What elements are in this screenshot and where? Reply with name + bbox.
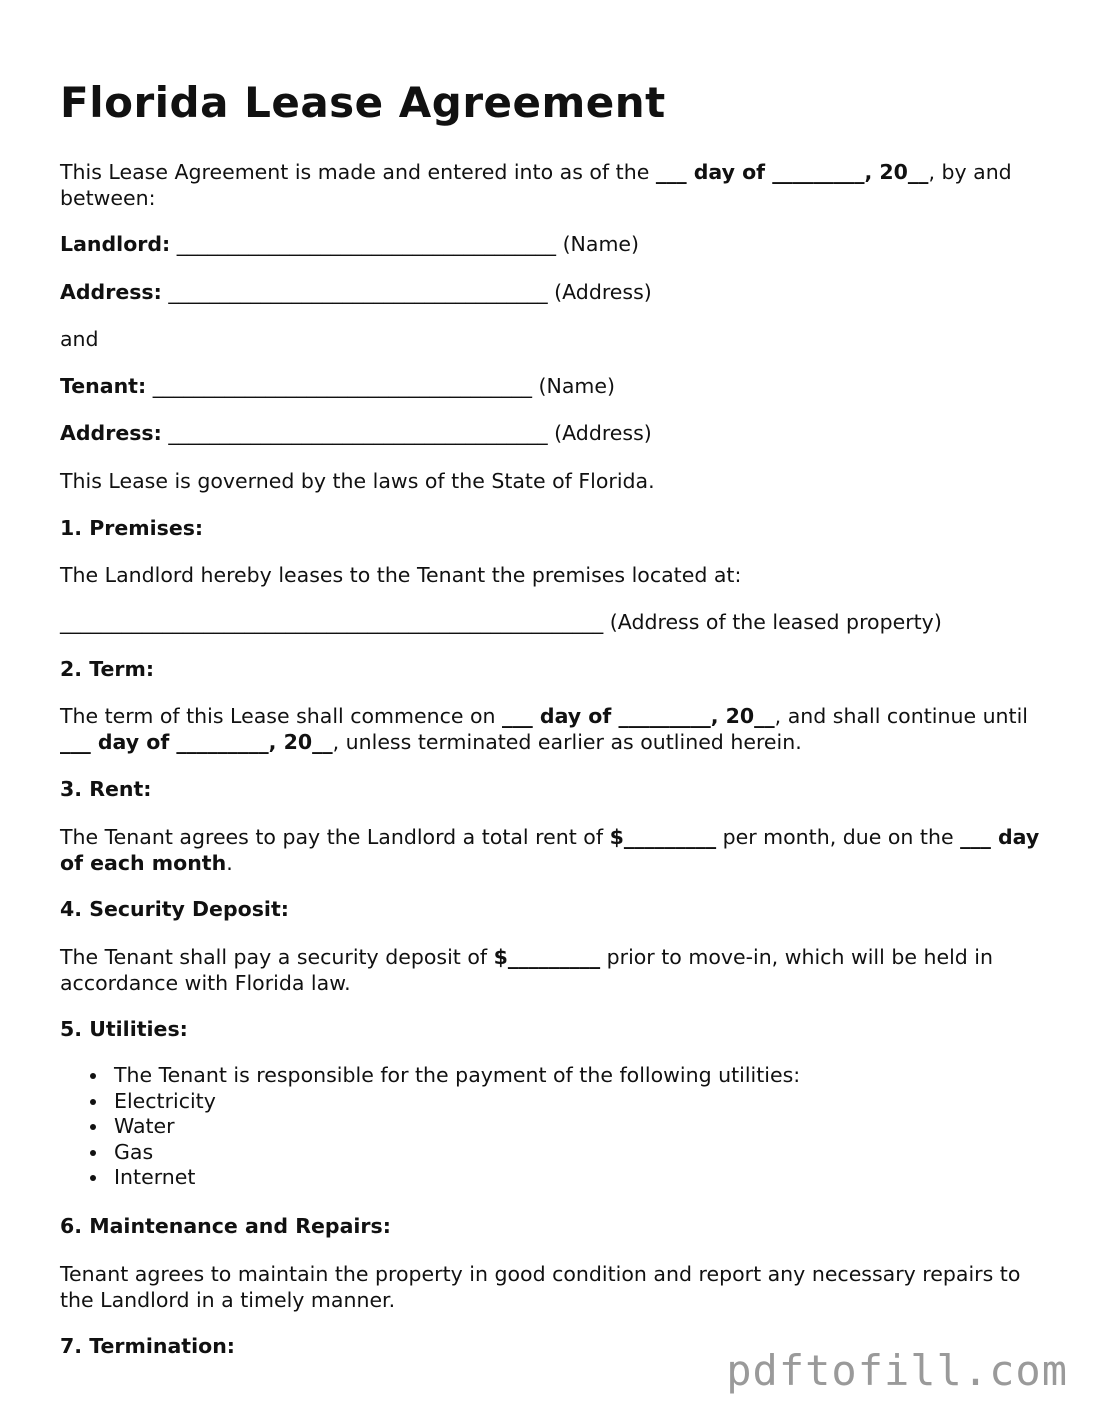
landlord-address-hint: (Address)	[554, 280, 652, 304]
premises-address-blank: _____________________________________________________	[60, 610, 610, 634]
tenant-address-label: Address:	[60, 421, 162, 445]
tenant-name-line	[60, 373, 1050, 399]
section-heading-utilities: 5. Utilities:	[60, 1017, 188, 1041]
list-item: Internet	[114, 1165, 800, 1191]
premises-address-hint: (Address of the leased property)	[609, 610, 942, 634]
section-heading-termination: 7. Termination:	[60, 1334, 235, 1358]
section-heading-maintenance: 6. Maintenance and Repairs:	[60, 1214, 391, 1238]
deposit-amount-blank: $_________	[493, 945, 601, 969]
governing-law-text: This Lease is governed by the laws of the State of Florida.	[60, 469, 655, 493]
rent-amount-blank: $_________	[609, 825, 717, 849]
list-item: The Tenant is responsible for the payment of the following utilities:	[114, 1063, 801, 1087]
landlord-name-line	[60, 231, 1050, 257]
term-paragraph: The term of this Lease shall commence on ___ day of _________, 20__, and shall continue until ___ day of _________, 20__, unless terminated earlier as outlined herein.	[60, 704, 1028, 754]
landlord-name-hint: (Name)	[562, 232, 640, 256]
section-heading-term: 2. Term:	[60, 657, 155, 681]
premises-text: The Landlord hereby leases to the Tenant the premises located at:	[60, 563, 742, 587]
intro-paragraph: This Lease Agreement is made and entered into as of the ___ day of _________, 20__, by and between:	[60, 160, 1012, 210]
document-title: Florida Lease Agreement	[60, 78, 666, 127]
term-end-blank: ___ day of _________, 20__	[60, 730, 333, 754]
tenant-name-blank: _____________________________________	[146, 374, 539, 398]
and-text: and	[60, 327, 99, 351]
section-heading-deposit: 4. Security Deposit:	[60, 897, 289, 921]
watermark-text: pdftofill.com	[726, 1346, 1068, 1395]
landlord-name-blank: _____________________________________	[170, 232, 563, 256]
section-heading-premises: 1. Premises:	[60, 516, 204, 540]
tenant-address-line	[60, 420, 1050, 446]
term-start-blank: ___ day of _________, 20__	[502, 704, 775, 728]
rent-paragraph: The Tenant agrees to pay the Landlord a total rent of $_________ per month, due on the ___ day of each month.	[60, 825, 1040, 875]
utilities-list	[60, 1063, 800, 1191]
tenant-name-hint: (Name)	[538, 374, 615, 398]
list-item: Gas	[114, 1140, 800, 1166]
tenant-address-hint: (Address)	[554, 421, 652, 445]
landlord-address-label: Address:	[60, 280, 162, 304]
list-item: Water	[114, 1114, 800, 1140]
landlord-address-line	[60, 279, 1050, 305]
landlord-address-blank: _____________________________________	[161, 280, 555, 304]
premises-address-line	[60, 609, 1050, 635]
tenant-address-blank: _____________________________________	[161, 421, 555, 445]
deposit-paragraph: The Tenant shall pay a security deposit of $_________ prior to move-in, which will be held in accordance with Florida law.	[60, 945, 993, 995]
maintenance-paragraph: Tenant agrees to maintain the property in good condition and report any necessary repairs to the Landlord in a timely manner.	[60, 1262, 1021, 1312]
list-item: Electricity	[114, 1089, 800, 1115]
landlord-label: Landlord:	[60, 232, 171, 256]
rent-due-day-blank: ___ day of each month	[60, 825, 1040, 875]
section-heading-rent: 3. Rent:	[60, 777, 152, 801]
intro-date-blank: ___ day of _________, 20__	[655, 160, 929, 184]
tenant-label: Tenant:	[60, 374, 147, 398]
